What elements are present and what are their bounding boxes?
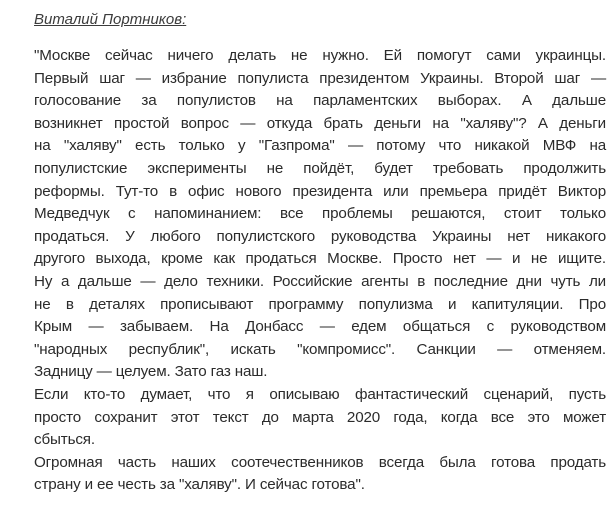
quote-line: продаться. У любого популистского руководства Украины нет никакого bbox=[34, 227, 606, 245]
author-line bbox=[34, 11, 186, 29]
author-link[interactable]: Виталий Портников bbox=[34, 11, 183, 28]
quote-line: популистские эксперименты не пойдёт, будет требовать продолжить bbox=[34, 159, 606, 177]
quote-line: Если кто-то думает, что я описываю фантастический сценарий, пусть bbox=[34, 385, 606, 403]
quote-line: "Москве сейчас ничего делать не нужно. Ей помогут сами украинцы. bbox=[34, 47, 606, 64]
quote-line: Крым — забываем. На Донбасс — едем общаться с руководством bbox=[34, 318, 606, 336]
quote-line: на "халяву" есть только у "Газпрома" — потому что никакой МВФ на bbox=[34, 137, 606, 155]
quote-body bbox=[34, 45, 606, 497]
quote-line: "народных республик", искать "компромисс". Санкции — отменяем. bbox=[34, 340, 606, 358]
quote-line: реформы. Тут-то в офис нового президента или премьера придёт Виктор bbox=[34, 182, 606, 200]
quote-line: Огромная часть наших соотечественников всегда была готова продать bbox=[34, 453, 606, 471]
quote-line: не в деталях прописывают программу популизма и капитуляции. Про bbox=[34, 295, 606, 313]
quote-line: Задницу — целуем. Зато газ наш. bbox=[34, 363, 268, 381]
quote-line: просто сохранит этот текст до марта 2020 года, когда все это может bbox=[34, 408, 606, 426]
quote-line: Первый шаг — избрание популиста президентом Украины. Второй шаг — bbox=[34, 69, 606, 87]
quote-line: возникнет простой вопрос — откуда брать деньги на "халяву"? А деньги bbox=[34, 114, 606, 132]
quote-line: Ну а дальше — дело техники. Российские агенты в последние дни чуть ли bbox=[34, 272, 606, 290]
quote-line: другого выхода, кроме как продаться Москве. Просто нет — и не ищите. bbox=[34, 250, 606, 268]
quote-line: сбыться. bbox=[34, 431, 95, 449]
quote-line: голосование за популистов на парламентских выборах. А дальше bbox=[34, 92, 606, 110]
quote-line: страну и ее честь за "халяву". И сейчас готова". bbox=[34, 476, 365, 494]
author-colon: : bbox=[182, 11, 187, 28]
quote-line: Медведчук с напоминанием: все проблемы решаются, стоит только bbox=[34, 205, 606, 223]
